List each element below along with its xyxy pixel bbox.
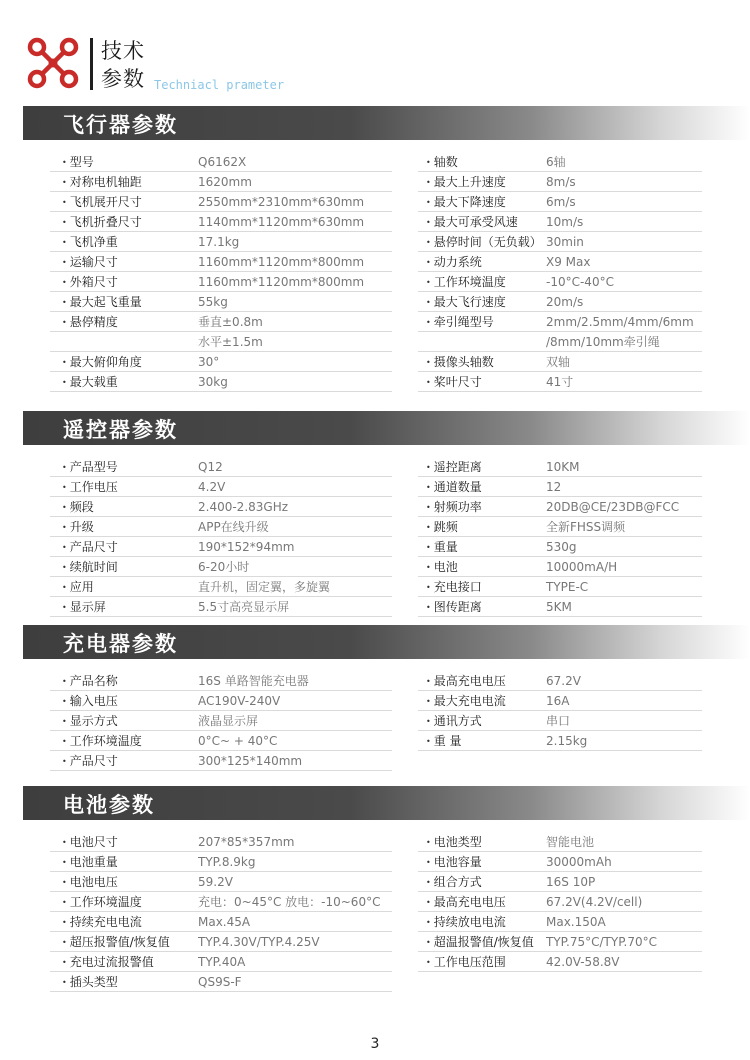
header-title-line2: 参数 (101, 67, 145, 91)
spec-value-right: 10000mA/H (546, 560, 618, 574)
spec-value-right: 30min (546, 235, 584, 249)
spec-value-right: 全新FHSS调频 (546, 520, 626, 534)
spec-row (0, 872, 750, 892)
spec-value-left: 6-20小时 (198, 560, 250, 574)
spec-value-right: X9 Max (546, 255, 591, 269)
spec-value-left: 5.5寸高亮显示屏 (198, 600, 290, 614)
spec-value-left: 直升机，固定翼，多旋翼 (198, 580, 331, 594)
spec-value-left: 300*125*140mm (198, 754, 303, 768)
spec-label-right: • 轴数 (426, 152, 458, 172)
spec-row (0, 691, 750, 711)
row-divider (50, 616, 392, 617)
header-subtitle: Techniacl prameter (154, 78, 285, 92)
page-number: 3 (370, 1036, 380, 1052)
spec-label-left: • 运输尺寸 (62, 252, 118, 272)
spec-value-right: TYP.75°C/TYP.70°C (546, 935, 658, 949)
spec-label-left: • 显示方式 (62, 711, 118, 731)
spec-value-left: 59.2V (198, 875, 233, 889)
spec-value-left: 垂直±0.8m (198, 315, 263, 329)
spec-row (0, 172, 750, 192)
spec-label-right: • 电池 (426, 557, 458, 577)
spec-value-right: -10°C-40°C (546, 275, 614, 289)
section-title: 电池参数 (63, 793, 155, 817)
section-title: 飞行器参数 (63, 113, 178, 137)
page-header (0, 0, 750, 100)
spec-value-left: 1620mm (198, 175, 252, 189)
spec-label-right: • 最高充电电压 (426, 892, 506, 912)
spec-row (0, 557, 750, 577)
spec-table (0, 152, 750, 392)
spec-label-right: • 最大飞行速度 (426, 292, 506, 312)
spec-value-left: 17.1kg (198, 235, 240, 249)
spec-row (0, 497, 750, 517)
spec-value-right: 8m/s (546, 175, 576, 189)
spec-value-right: 双轴 (546, 355, 571, 369)
spec-value-left: 2.400-2.83GHz (198, 500, 289, 514)
spec-value-left: 2550mm*2310mm*630mm (198, 195, 365, 209)
drone-logo-icon (26, 36, 80, 90)
spec-value-right: 41寸 (546, 375, 574, 389)
spec-row (0, 852, 750, 872)
section-title: 充电器参数 (63, 632, 178, 656)
spec-row (0, 292, 750, 312)
spec-label-left: • 飞机折叠尺寸 (62, 212, 142, 232)
header-title-line1: 技术 (101, 39, 145, 63)
spec-row (0, 252, 750, 272)
spec-label-right: • 工作电压范围 (426, 952, 506, 972)
spec-value-left: QS9S-F (198, 975, 242, 989)
spec-table (0, 832, 750, 992)
spec-label-left: • 持续充电电流 (62, 912, 142, 932)
spec-value-left: TYP.8.9kg (198, 855, 256, 869)
spec-label-left: • 升级 (62, 517, 94, 537)
spec-label-left: • 电池重量 (62, 852, 118, 872)
spec-value-left: 1140mm*1120mm*630mm (198, 215, 365, 229)
spec-value-right: 20m/s (546, 295, 584, 309)
row-divider (50, 391, 392, 392)
spec-label-right: • 超温报警值/恢复值 (426, 932, 534, 952)
spec-value-left: 液晶显示屏 (198, 714, 259, 728)
spec-row (0, 932, 750, 952)
spec-label-left: • 对称电机轴距 (62, 172, 142, 192)
section-banner (23, 411, 750, 445)
spec-label-right: • 电池容量 (426, 852, 482, 872)
spec-label-left: • 飞机展开尺寸 (62, 192, 142, 212)
spec-row (0, 352, 750, 372)
spec-label-right: • 电池类型 (426, 832, 482, 852)
spec-label-left: • 续航时间 (62, 557, 118, 577)
spec-value-right: 530g (546, 540, 577, 554)
spec-row (0, 892, 750, 912)
spec-label-right: • 重量 (426, 537, 458, 557)
spec-label-right: • 摄像头轴数 (426, 352, 494, 372)
spec-label-left (62, 332, 65, 352)
spec-row (0, 312, 750, 332)
spec-value-right: 42.0V-58.8V (546, 955, 620, 969)
section-banner (23, 625, 750, 659)
spec-value-left: 0°C~ + 40°C (198, 734, 278, 748)
spec-row (0, 972, 750, 992)
spec-value-left: 30° (198, 355, 220, 369)
spec-value-left: APP在线升级 (198, 520, 269, 534)
spec-label-left: • 工作环境温度 (62, 731, 142, 751)
spec-label-right: • 动力系统 (426, 252, 482, 272)
spec-value-right: 串口 (546, 714, 571, 728)
spec-label-left: • 产品尺寸 (62, 537, 118, 557)
spec-value-left: 4.2V (198, 480, 226, 494)
spec-label-left: • 最大俯仰角度 (62, 352, 142, 372)
spec-label-right: • 最高充电电压 (426, 671, 506, 691)
spec-label-left: • 工作电压 (62, 477, 118, 497)
spec-label-right: • 牵引绳型号 (426, 312, 494, 332)
spec-label-right: • 悬停时间（无负载） (426, 232, 542, 252)
spec-label-left: • 输入电压 (62, 691, 118, 711)
spec-label-left: • 飞机净重 (62, 232, 118, 252)
spec-row (0, 537, 750, 557)
spec-row (0, 272, 750, 292)
spec-value-left: 1160mm*1120mm*800mm (198, 255, 365, 269)
spec-value-left: Max.45A (198, 915, 251, 929)
spec-label-left: • 最大载重 (62, 372, 118, 392)
spec-value-right: 2.15kg (546, 734, 588, 748)
spec-row (0, 232, 750, 252)
spec-row (0, 832, 750, 852)
spec-value-right: TYPE-C (546, 580, 589, 594)
spec-row (0, 477, 750, 497)
spec-value-right: 12 (546, 480, 562, 494)
spec-row (0, 457, 750, 477)
spec-value-right: 6轴 (546, 155, 566, 169)
spec-label-right: • 桨叶尺寸 (426, 372, 482, 392)
spec-value-left: TYP.4.30V/TYP.4.25V (198, 935, 320, 949)
spec-label-right: • 组合方式 (426, 872, 482, 892)
spec-value-left: 55kg (198, 295, 228, 309)
spec-label-right: • 最大上升速度 (426, 172, 506, 192)
spec-label-right: • 遥控距离 (426, 457, 482, 477)
spec-value-right: 67.2V(4.2V/cell) (546, 895, 643, 909)
spec-row (0, 671, 750, 691)
spec-row (0, 192, 750, 212)
spec-label-right: • 射频功率 (426, 497, 482, 517)
spec-value-right: Max.150A (546, 915, 606, 929)
spec-label-left: • 外箱尺寸 (62, 272, 118, 292)
spec-row (0, 597, 750, 617)
spec-row (0, 517, 750, 537)
spec-value-right: 智能电池 (546, 835, 595, 849)
spec-label-right: • 图传距离 (426, 597, 482, 617)
spec-table (0, 671, 750, 771)
spec-value-left: 190*152*94mm (198, 540, 295, 554)
spec-value-left: 207*85*357mm (198, 835, 295, 849)
spec-label-left: • 产品名称 (62, 671, 118, 691)
spec-row (0, 372, 750, 392)
spec-value-left: TYP.40A (198, 955, 246, 969)
spec-label-right: • 持续放电电流 (426, 912, 506, 932)
spec-row (0, 731, 750, 751)
spec-value-left: Q12 (198, 460, 223, 474)
spec-value-right: 20DB@CE/23DB@FCC (546, 500, 680, 514)
spec-label-left: • 应用 (62, 577, 94, 597)
spec-value-left: 充电：0~45°C 放电：-10~60°C (198, 895, 381, 909)
spec-label-left: • 插头类型 (62, 972, 118, 992)
spec-label-right: • 最大充电电流 (426, 691, 506, 711)
spec-label-right: • 充电接口 (426, 577, 482, 597)
row-divider (50, 991, 392, 992)
spec-label-left: • 最大起飞重量 (62, 292, 142, 312)
spec-label-right: • 最大下降速度 (426, 192, 506, 212)
spec-label-right (426, 972, 429, 992)
spec-value-right: 10KM (546, 460, 580, 474)
spec-value-left: Q6162X (198, 155, 247, 169)
spec-value-right: 16A (546, 694, 570, 708)
spec-label-left: • 电池电压 (62, 872, 118, 892)
spec-value-left: 水平±1.5m (198, 335, 263, 349)
spec-row (0, 212, 750, 232)
spec-label-right: • 最大可承受风速 (426, 212, 518, 232)
row-divider (418, 391, 702, 392)
spec-label-left: • 工作环境温度 (62, 892, 142, 912)
spec-label-right (426, 332, 429, 352)
spec-table (0, 457, 750, 617)
spec-label-right: • 重 量 (426, 731, 462, 751)
spec-row (0, 332, 750, 352)
spec-row (0, 577, 750, 597)
spec-label-right: • 通道数量 (426, 477, 482, 497)
spec-label-left: • 产品尺寸 (62, 751, 118, 771)
spec-label-left: • 产品型号 (62, 457, 118, 477)
spec-value-left: 1160mm*1120mm*800mm (198, 275, 365, 289)
spec-value-right: /8mm/10mm牵引绳 (546, 335, 660, 349)
spec-value-left: 16S 单路智能充电器 (198, 674, 309, 688)
spec-value-right: 30000mAh (546, 855, 612, 869)
spec-value-right: 6m/s (546, 195, 576, 209)
section-title: 遥控器参数 (63, 418, 178, 442)
row-divider (418, 616, 702, 617)
row-divider (50, 770, 392, 771)
header-divider (90, 38, 93, 90)
spec-label-right (426, 751, 429, 771)
spec-value-right: 16S 10P (546, 875, 596, 889)
spec-label-right: • 跳频 (426, 517, 458, 537)
spec-label-left: • 型号 (62, 152, 94, 172)
spec-value-right: 67.2V (546, 674, 581, 688)
spec-value-left: 30kg (198, 375, 228, 389)
spec-label-left: • 频段 (62, 497, 94, 517)
spec-row (0, 952, 750, 972)
spec-value-right: 5KM (546, 600, 572, 614)
spec-label-left: • 悬停精度 (62, 312, 118, 332)
spec-row (0, 912, 750, 932)
spec-label-right: • 通讯方式 (426, 711, 482, 731)
section-banner (23, 106, 750, 140)
spec-label-left: • 电池尺寸 (62, 832, 118, 852)
spec-value-left: AC190V-240V (198, 694, 281, 708)
spec-row (0, 711, 750, 731)
spec-label-left: • 充电过流报警值 (62, 952, 154, 972)
spec-label-left: • 显示屏 (62, 597, 106, 617)
spec-value-right: 10m/s (546, 215, 584, 229)
spec-value-right: 2mm/2.5mm/4mm/6mm (546, 315, 694, 329)
spec-row (0, 152, 750, 172)
spec-label-right: • 工作环境温度 (426, 272, 506, 292)
section-banner (23, 786, 750, 820)
spec-label-left: • 超压报警值/恢复值 (62, 932, 170, 952)
spec-row (0, 751, 750, 771)
